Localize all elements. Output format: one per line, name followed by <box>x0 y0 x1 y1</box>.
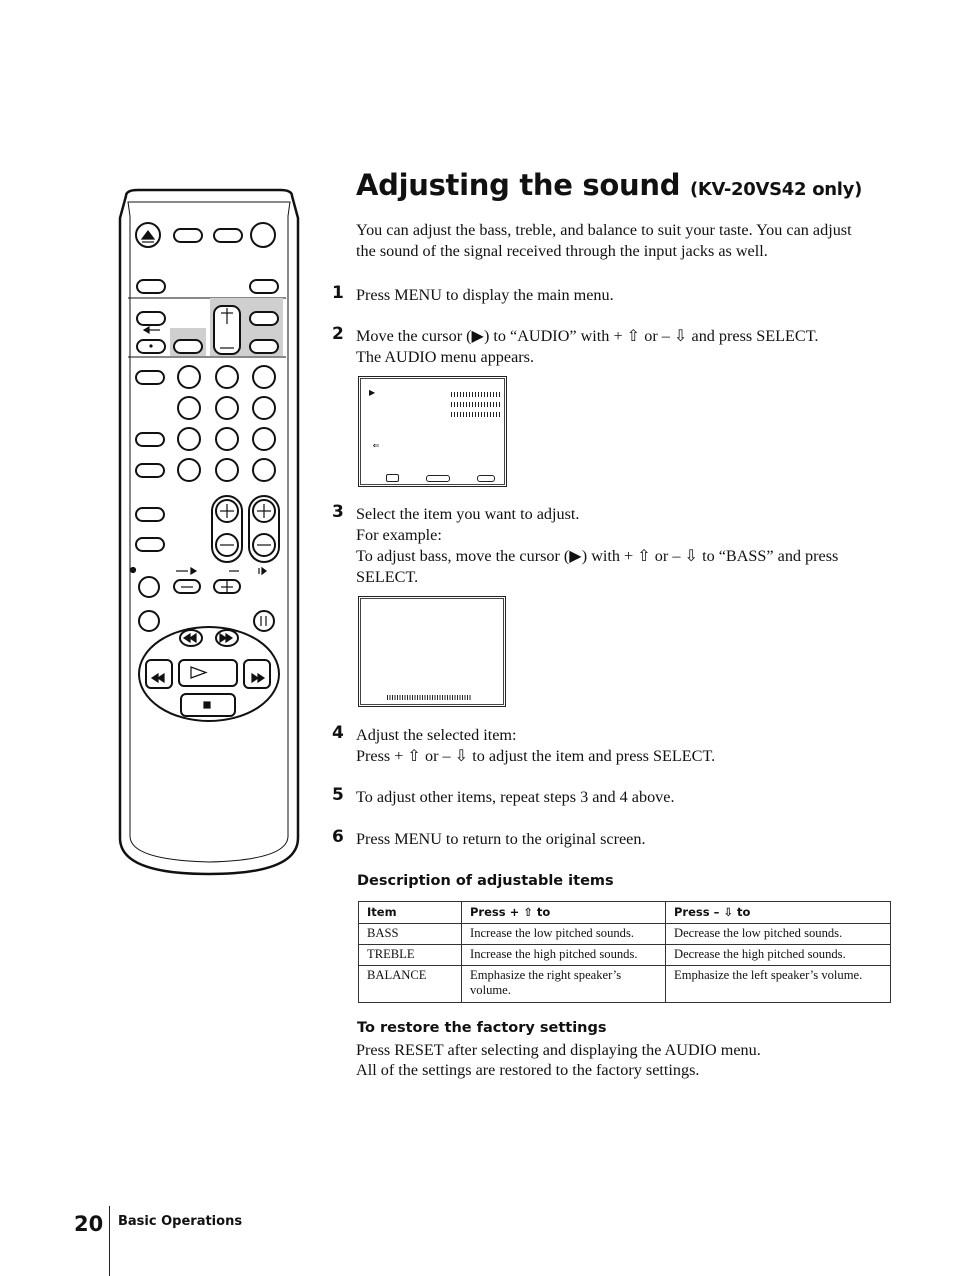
page-title: Adjusting the sound (KV-20VS42 only) <box>356 168 863 202</box>
step-text: Press MENU to display the main menu. <box>356 286 614 304</box>
intro-text: You can adjust the bass, treble, and balance to suit your taste. You can adjust the sound of the signal received through the input jacks as well. <box>356 221 852 260</box>
table-heading: Description of adjustable items <box>357 873 614 889</box>
step-text: SELECT. <box>356 568 419 586</box>
table-cell: BASS <box>359 924 462 945</box>
bass-adjust-screen <box>358 596 506 707</box>
balance-level-bar <box>451 412 501 417</box>
table-row <box>359 966 891 1003</box>
column-header: Item <box>359 902 462 924</box>
step-number: 1 <box>332 283 344 303</box>
remote-control-illustration <box>116 188 302 878</box>
step-number: 6 <box>332 827 344 847</box>
table-cell: Decrease the high pitched sounds. <box>666 945 891 966</box>
table-cell: Increase the high pitched sounds. <box>462 945 666 966</box>
audio-menu-screen <box>358 376 507 487</box>
table-row <box>359 924 891 945</box>
bass-adjust-bar <box>387 695 471 700</box>
step-text: Select the item you want to adjust. <box>356 505 580 523</box>
table-header-row <box>359 902 891 924</box>
screen-icon <box>386 474 399 482</box>
bass-level-bar <box>451 392 501 397</box>
step-number: 3 <box>332 502 344 522</box>
step-text: To adjust bass, move the cursor (▶) with + ⇧ or – ⇩ to “BASS” and press <box>356 547 839 565</box>
restore-text: Press RESET after selecting and displaying the AUDIO menu. <box>356 1041 761 1059</box>
step-text: The AUDIO menu appears. <box>356 348 535 366</box>
table-cell: Emphasize the left speaker’s volume. <box>666 966 891 1003</box>
column-header: Press + ⇧ to <box>462 902 666 924</box>
column-header: Press – ⇩ to <box>666 902 891 924</box>
restore-text: All of the settings are restored to the factory settings. <box>356 1061 700 1079</box>
table-cell: TREBLE <box>359 945 462 966</box>
section-label: Basic Operations <box>118 1214 243 1229</box>
table-cell: Increase the low pitched sounds. <box>462 924 666 945</box>
page-number: 20 <box>74 1212 104 1236</box>
step-text: To adjust other items, repeat steps 3 and 4 above. <box>356 788 675 806</box>
table-row <box>359 945 891 966</box>
step-number: 5 <box>332 785 344 805</box>
cursor-marker: ▶ <box>369 388 376 397</box>
screen-button <box>426 475 450 482</box>
step-number: 2 <box>332 324 344 344</box>
step-text: Press + ⇧ or – ⇩ to adjust the item and press SELECT. <box>356 747 716 765</box>
table-cell: Emphasize the right speaker’s volume. <box>462 966 666 1003</box>
table-cell: BALANCE <box>359 966 462 1003</box>
step-text: Adjust the selected item: <box>356 726 517 744</box>
step-number: 4 <box>332 723 344 743</box>
step-text: For example: <box>356 526 442 544</box>
step-text: Press MENU to return to the original screen. <box>356 830 646 848</box>
page-footer-divider <box>109 1206 110 1276</box>
menu-glyph: ⇑ <box>371 442 381 449</box>
step-text: Move the cursor (▶) to “AUDIO” with + ⇧ or – ⇩ and press SELECT. <box>356 327 819 345</box>
table-cell: Decrease the low pitched sounds. <box>666 924 891 945</box>
restore-heading: To restore the factory settings <box>357 1020 607 1036</box>
treble-level-bar <box>451 402 501 407</box>
screen-button <box>477 475 495 482</box>
adjustable-items-table <box>358 901 891 1003</box>
